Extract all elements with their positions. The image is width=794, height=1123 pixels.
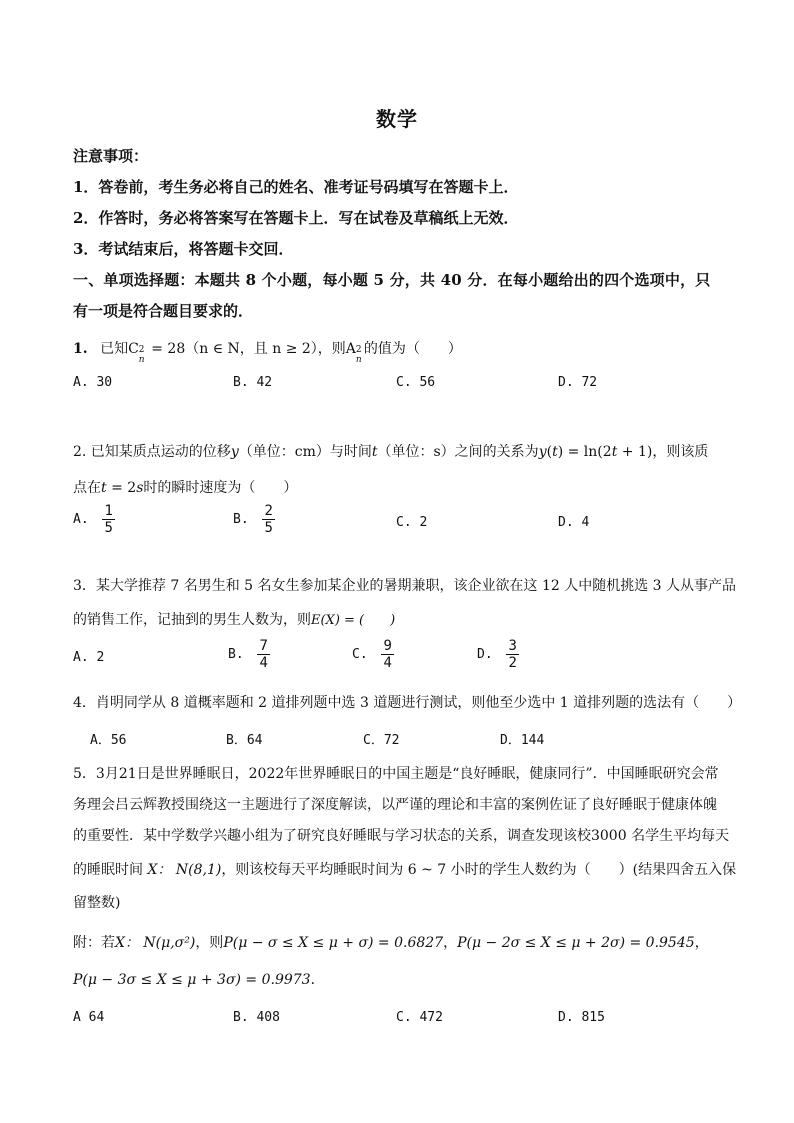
question-5-line5: 留整数)	[73, 895, 121, 911]
q2-option-c: C. 2	[396, 515, 428, 530]
q5-text-a: 的睡眠时间	[73, 862, 143, 878]
question-1-post: 的值为（ ）	[363, 341, 462, 357]
q2-option-b-label: B.	[233, 512, 249, 527]
q3-option-d-label: D.	[477, 647, 493, 662]
q5-note-a: 附：若	[73, 935, 115, 951]
q2-text-a: 2. 已知某质点运动的位移	[73, 444, 231, 460]
question-2-line1	[73, 441, 708, 461]
q3-option-b	[228, 638, 270, 671]
q4-option-b: B．64	[226, 733, 263, 748]
q5-note-dist: X： N(μ,σ²)	[115, 935, 196, 951]
combination-symbol: C 2 n	[128, 341, 145, 365]
q4-option-a: A．56	[90, 733, 127, 748]
q3-expectation: E(X) = ( )	[311, 613, 396, 628]
q2-b-denominator: 5	[264, 520, 273, 536]
q2-option-a-fraction	[102, 503, 114, 536]
q2-text-c: （单位：s）之间的关系为	[377, 444, 539, 460]
q2-a-denominator: 5	[104, 520, 113, 536]
q3-option-c	[352, 638, 394, 671]
q1-option-b: B. 42	[233, 375, 273, 390]
notice-item-3: 3．考试结束后，将答题卡交回．	[73, 240, 294, 258]
question-5-line3: 的重要性．某中学数学兴趣小组为了研究良好睡眠与学习状态的关系，调查发现该校3000 名学生平均每天	[73, 828, 730, 844]
question-1-condition: = 28（n ∈ N，且 n ≥ 2），则	[151, 341, 346, 357]
q3-option-c-label: C.	[352, 647, 368, 662]
q2-var-t: t	[371, 444, 378, 460]
q5-text-c: ，则该校每天平均睡眠时间为 6 ~ 7 小时的学生人数约为（ ）(结果四舍五入保	[221, 862, 737, 878]
q5-option-c: C. 472	[396, 1010, 443, 1025]
q5-option-d: D. 815	[558, 1010, 605, 1025]
question-1-number: 1.	[73, 341, 88, 357]
q3-option-a: A. 2	[73, 650, 105, 665]
q3-b-denominator: 4	[259, 655, 268, 671]
notice-item-1: 1．答卷前，考生务必将自己的姓名、准考证号码填写在答题卡上．	[73, 178, 519, 196]
question-5-note-line2	[73, 969, 325, 989]
section-heading-line2: 有一项是符合题目要求的．	[73, 302, 254, 320]
question-1-pre: 已知	[100, 341, 129, 357]
q5-note-p1: P(μ − σ ≤ X ≤ μ + σ) = 0.6827	[223, 935, 444, 951]
q3-option-b-label: B.	[228, 647, 244, 662]
q5-option-a: A 64	[73, 1010, 105, 1025]
question-5-line2: 务理会吕云辉教授围绕这一主题进行了深度解读，以严谨的理论和丰富的案例佐证了良好睡眠于健康体魄	[73, 797, 717, 813]
q3-d-numerator: 3	[508, 638, 517, 654]
q4-option-d: D．144	[500, 733, 545, 748]
q3-c-denominator: 4	[383, 655, 392, 671]
q2-option-d: D. 4	[558, 515, 590, 530]
q2-text-f: 时的瞬时速度为（ ）	[143, 480, 298, 496]
arrangement-symbol: A 2 n	[345, 341, 362, 365]
page-title: 数学	[376, 107, 418, 131]
question-1	[73, 338, 462, 365]
q2-option-a-label: A.	[73, 512, 89, 527]
q2-text-e: 点在	[73, 480, 101, 496]
q3-option-b-fraction	[257, 638, 269, 671]
question-3-line1: 3．某大学推荐 7 名男生和 5 名女生参加某企业的暑期兼职，该企业欲在这 12 人中随机挑选 3 人从事产品	[73, 578, 737, 594]
section-heading-line1: 一、单项选择题：本题共 8 个小题，每小题 5 分，共 40 分．在每小题给出的四个选项中，只	[73, 271, 711, 289]
q2-option-b	[233, 503, 275, 536]
q5-note-sep1: ，	[443, 935, 458, 951]
notice-heading: 注意事项：	[73, 147, 149, 165]
q1-option-d: D. 72	[558, 375, 598, 390]
q5-distribution: X： N(8,1)	[147, 862, 222, 878]
q2-text-d: ，则该质	[652, 444, 709, 460]
q3-option-d-fraction	[506, 638, 518, 671]
q5-option-b: B. 408	[233, 1010, 280, 1025]
question-5-line4	[73, 859, 736, 879]
q2-formula: y(t) = ln(2t + 1)	[538, 444, 653, 460]
q1-option-c: C. 56	[396, 375, 436, 390]
q2-text-b: （单位：cm）与时间	[238, 444, 372, 460]
question-3-line2	[73, 609, 395, 629]
q3-b-numerator: 7	[259, 638, 268, 654]
notice-item-2: 2．作答时，务必将答案写在答题卡上．写在试卷及草稿纸上无效．	[73, 209, 519, 227]
question-4: 4．肖明同学从 8 道概率题和 2 道排列题中选 3 道题进行测试，则他至少选中 1 道排列题的选法有（ ）	[73, 695, 742, 711]
q2-var-y: y	[230, 444, 239, 460]
q2-a-numerator: 1	[104, 503, 113, 519]
question-5-note-line1	[73, 932, 709, 952]
q3-option-c-fraction	[381, 638, 393, 671]
q5-note-end: ．	[310, 972, 325, 988]
q5-note-c: ，则	[195, 935, 224, 951]
q3-d-denominator: 2	[508, 655, 517, 671]
q5-note-sep2: ，	[694, 935, 709, 951]
q2-b-numerator: 2	[264, 503, 273, 519]
q3-text-a: 的销售工作，记抽到的男生人数为，则	[73, 612, 311, 628]
q4-option-c: C．72	[363, 733, 400, 748]
question-5-line1: 5．3月21日是世界睡眠日，2022年世界睡眠日的中国主题是“良好睡眠，健康同行”．中国睡眠研究会常	[73, 766, 719, 782]
q2-time: t = 2s	[101, 480, 144, 496]
q5-note-p2: P(μ − 2σ ≤ X ≤ μ + 2σ) = 0.9545	[457, 935, 695, 951]
q3-c-numerator: 9	[383, 638, 392, 654]
q1-option-a: A. 30	[73, 375, 113, 390]
q5-note-p3: P(μ − 3σ ≤ X ≤ μ + 3σ) = 0.9973	[73, 972, 311, 988]
q3-option-d	[477, 638, 519, 671]
q2-option-a	[73, 503, 115, 536]
question-2-line2	[73, 477, 297, 497]
q2-option-b-fraction	[262, 503, 274, 536]
